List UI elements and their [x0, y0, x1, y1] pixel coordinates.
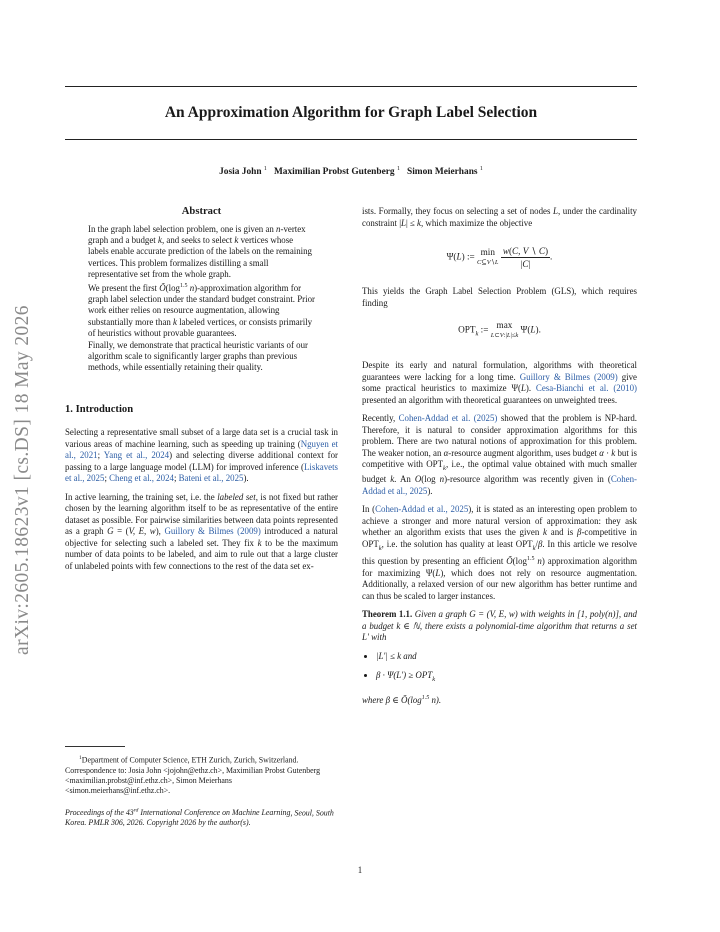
abstract-paragraph: In the graph label selection problem, one is given an n-vertex graph and a budget k, and seeks to select k vertices whose labels enable accurate prediction of the labels on the remaining vertices. This problem formalizes distilling a small representative set from the whole graph.: [88, 223, 312, 280]
author-list: [65, 166, 637, 177]
citation-link[interactable]: Cohen-Addad et al., 2025: [362, 474, 638, 496]
theorem-statement: Theorem 1.1. Given a graph G = (V, E, w) with weights in [1, poly(n)], and a budget k ∈ ℕ, there exists a polynomial-time algorithm that returns a set L′ with: [362, 609, 637, 643]
citation-link[interactable]: Cesa-Bianchi et al. (2010): [535, 383, 637, 393]
page-number: 1: [357, 865, 363, 875]
footnote-area: [65, 746, 338, 828]
equation-objective: Ψ(L) := min C⊆V∖L $\frac{w(C, V ∖ C)}{|C|}$.: [446, 246, 553, 269]
abstract-paragraph: We present the first $Õ(\log^{1.5}$ n)-approximation algorithm for graph label selection under the standard budget constraint. Prior work either relies on resource augmentation, allowing substantially more than k labeled vertices, or consists primarily of heuristics without provable guarantees.: [88, 282, 315, 339]
theorem-condition: • |L′| ≤ k and: [376, 651, 637, 663]
citation-link[interactable]: Guillory & Bilmes (2009): [164, 526, 261, 537]
body-paragraph: Despite its early and natural formulation, algorithms with theoretical guarantees were lacking for a long time. Guillory & Bilmes (2009) give some practical heuristics to maximize Ψ(L). Cesa-Bianchi et al. (2010) presented an algorithm with theoretical guarantees on unweighted trees.: [362, 360, 637, 405]
paper-title: An Approximation Algorithm for Graph Label Selection: [164, 104, 538, 121]
affiliation-marker: 1: [479, 166, 483, 172]
theorem-conditions: [362, 651, 637, 686]
intro-paragraph: Selecting a representative small subset of a large data set is a crucial task in various areas of machine learning, such as speeding up training (Nguyen et al., 2021; Yang et al., 2024) and selecting diverse additional context for passing to a large language model (LLM) for improved inference (Liskavets et al., 2025; Cheng et al., 2024; Bateni et al., 2025).: [65, 427, 339, 484]
intro-paragraph: In active learning, the training set, i.e. the labeled set, is not fixed but rather chosen by the learning algorithm itself to be as representative of the entire dataset as possible. For pairwise similarities between data points represented as a graph G = (V, E, w), Guillory & Bilmes (2009) introduced a natural objective for selecting such a labeled set. They fix k to be the maximum number of data points to be labeled, and aim to rule out that a large cluster of unlabeled points with few connections to the rest of the data set ex-: [65, 491, 338, 571]
citation-link[interactable]: Liskavets et al., 2025: [65, 461, 338, 484]
abstract-body: [88, 224, 315, 374]
footnote-rule: [65, 746, 125, 747]
affiliation-footnote: $^1$Department of Computer Science, ETH Zurich, Zurich, Switzerland. Correspondence to: Josia John <jojohn@ethz.ch>, Maximilian Probst Gutenberg <maximilian.probst@inf.ethz.ch>, Simon Meierhans <simon.meierhans@inf.ethz.ch>.: [65, 755, 321, 795]
left-column: [65, 206, 338, 579]
proceedings-note: Proceedings of the 43rd International Conference on Machine Learning, Seoul, South Korea. PMLR 306, 2026. Copyright 2026 by the author(s).: [65, 807, 334, 828]
right-column: [362, 206, 637, 714]
citation-link[interactable]: Nguyen et al., 2021: [65, 438, 339, 461]
citation-link[interactable]: Bateni et al., 2025: [178, 473, 244, 484]
citation-link[interactable]: Cheng et al., 2024: [109, 473, 174, 484]
citation-link[interactable]: Cohen-Addad et al. (2025): [398, 413, 498, 423]
equation-opt: $OPT_k$ := max L⊂V:|L|≤k Ψ(L).: [458, 320, 541, 339]
abstract-heading: Abstract: [181, 206, 222, 217]
section-heading-introduction: 1. Introduction: [65, 403, 134, 415]
citation-link[interactable]: Guillory & Bilmes (2009): [519, 371, 618, 382]
body-paragraph: This yields the Graph Label Selection Problem (GLS), which requires finding: [362, 286, 637, 308]
author-name: Josia John: [219, 167, 262, 178]
citation-link[interactable]: Yang et al., 2024: [103, 450, 170, 461]
body-paragraph: Recently, Cohen-Addad et al. (2025) showed that the problem is NP-hard. Therefore, it is natural to consider approximation algorithms for this problem. There are two natural notions of approximation for this problem. The weaker notion, an α-resource augment algorithm, uses budget α · k but is competitive with $OPT_k$, i.e., the optimal value obtained with much smaller budget k. An O(log n)-resource algorithm was recently given in (Cohen-Addad et al., 2025).: [362, 413, 638, 496]
affiliation-marker: 1: [263, 166, 267, 172]
theorem-condition: • $\beta \cdot \Psi(L') \ge OPT_k$: [376, 670, 637, 685]
author-name: Simon Meierhans: [406, 167, 478, 178]
abstract-paragraph: Finally, we demonstrate that practical heuristic variants of our algorithm scale to significantly larger graphs than previous methods, while essentially retaining their quality.: [88, 339, 308, 373]
theorem-where: where β ∈ $Õ(\log^{1.5}$ n).: [362, 695, 442, 706]
title-rule: [65, 139, 637, 140]
affiliation-marker: 1: [396, 166, 400, 172]
arxiv-stamp: arXiv:2605.18623v1 [cs.DS] 18 May 2026: [12, 305, 33, 655]
author-name: Maximilian Probst Gutenberg: [273, 167, 395, 178]
body-paragraph: ists. Formally, they focus on selecting a set of nodes L, under the cardinality constraint |L| ≤ k, which maximize the objective: [362, 206, 637, 228]
citation-link[interactable]: Cohen-Addad et al., 2025: [375, 504, 469, 515]
body-paragraph: In (Cohen-Addad et al., 2025), it is stated as an interesting open problem to achieve a stronger and more natural version of approximation: they ask whether an algorithm exists that uses the given k and is β-competitive in $OPT_k$, i.e. the solution has quality at least $OPT_k/\beta$. In this article we resolve this question by presenting an efficient $Õ(\log^{1.5}$ n) approximation algorithm for maximizing Ψ(L), which does not rely on resource augmentation. Additionally, a relaxed version of our new algorithm has better runtime and can thus be scaled to larger instances.: [362, 504, 637, 601]
top-rule: [65, 86, 637, 87]
